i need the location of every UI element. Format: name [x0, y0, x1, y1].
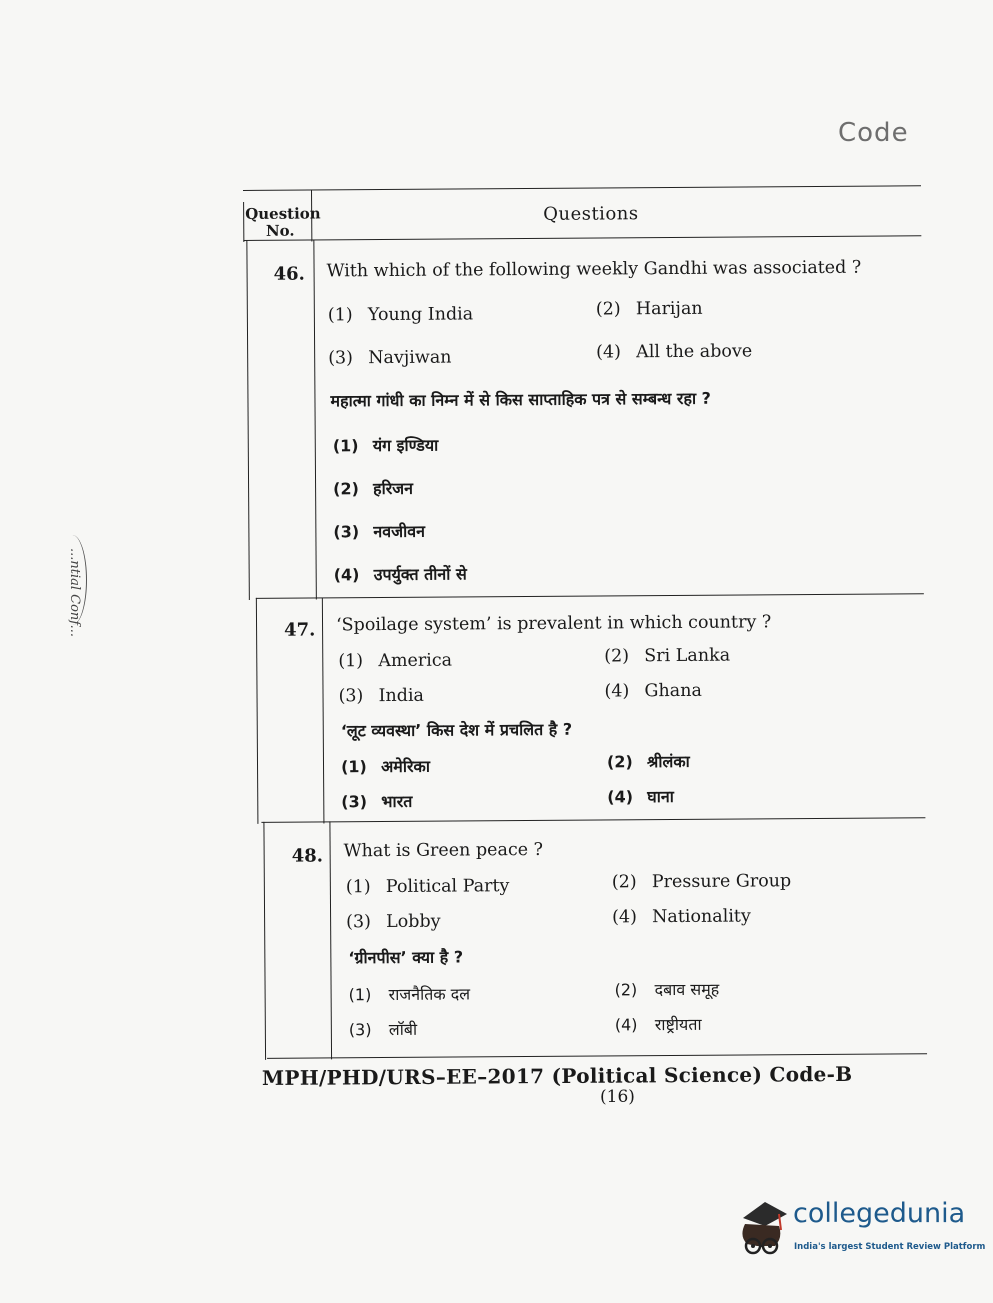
- q47-option-3: (3) India: [338, 685, 425, 707]
- q47-option-4: (4) Ghana: [604, 680, 702, 702]
- table-top-border: [243, 185, 921, 191]
- mascot-icon: [735, 1196, 793, 1258]
- question-table: [243, 185, 927, 1066]
- header-bottom-border: [243, 235, 921, 241]
- question-46-hindi-text: महात्मा गांधी का निम्न में से किस साप्ताहिक पत्र से सम्बन्ध रहा ?: [330, 388, 712, 411]
- q47-hindi-option-1: (1) अमेरिका: [340, 756, 431, 777]
- q48-option-4: (4) Nationality: [612, 906, 751, 928]
- logo-wordmark: collegedunia: [793, 1198, 966, 1229]
- collegedunia-logo: [735, 1196, 986, 1266]
- header-questions: Questions: [543, 203, 639, 225]
- question-46-number: 46.: [273, 263, 305, 285]
- q46-hindi-option-1: (1) यंग इण्डिया: [332, 435, 439, 456]
- q46-hindi-option-2: (2) हरिजन: [333, 478, 414, 499]
- question-48-text: What is Green peace ?: [343, 839, 544, 862]
- q48-option-2: (2) Pressure Group: [611, 871, 792, 893]
- q47-hindi-option-2: (2) श्रीलंका: [606, 751, 690, 772]
- q46-option-3: (3) Navjiwan: [328, 347, 452, 369]
- left-border-q46: [246, 240, 250, 600]
- q47-hindi-option-3: (3) भारत: [341, 791, 413, 812]
- q46-hindi-option-4: (4) उपर्युक्त तीनों से: [333, 564, 467, 585]
- q48-hindi-option-1: (1) राजनैतिक दल: [348, 984, 471, 1005]
- question-47-hindi-text: ‘लूट व्यवस्था’ किस देश में प्रचलित है ?: [340, 719, 573, 741]
- row-divider-47-48: [261, 817, 925, 823]
- logo-tagline: India's largest Student Review Platform: [794, 1242, 986, 1252]
- question-47-text: ‘Spoilage system’ is prevalent in which country ?: [335, 612, 772, 636]
- q48-hindi-option-4: (4) राष्ट्रीयता: [614, 1014, 702, 1035]
- question-47-number: 47.: [284, 619, 316, 641]
- col-divider-q48: [329, 821, 332, 1059]
- q48-hindi-option-2: (2) दबाव समूह: [614, 979, 720, 1000]
- q46-option-2: (2) Harijan: [595, 298, 703, 320]
- code-label: Code: [838, 118, 909, 148]
- q48-option-1: (1) Political Party: [345, 876, 510, 898]
- header-question-no: Question No.: [245, 204, 321, 240]
- question-48-number: 48.: [291, 845, 324, 867]
- left-border-q47: [256, 598, 259, 824]
- q46-hindi-option-3: (3) नवजीवन: [333, 521, 426, 542]
- q46-option-1: (1) Young India: [327, 304, 474, 326]
- row-divider-46-47: [256, 593, 924, 599]
- side-stamp-text: ...ntial Conf...: [67, 547, 83, 638]
- left-border-q48: [263, 822, 266, 1060]
- question-46-text: With which of the following weekly Gandhi was associated ?: [326, 257, 862, 282]
- q48-option-3: (3) Lobby: [346, 911, 441, 933]
- q47-option-1: (1) America: [338, 650, 453, 672]
- q48-hindi-option-3: (3) लॉबी: [348, 1019, 418, 1040]
- q46-option-4: (4) All the above: [596, 341, 753, 363]
- table-bottom-border: [267, 1053, 927, 1059]
- col-divider-q46: [313, 240, 317, 600]
- question-48-hindi-text: ‘ग्रीनपीस’ क्या है ?: [348, 947, 464, 968]
- q47-option-2: (2) Sri Lanka: [604, 645, 731, 667]
- q47-hindi-option-4: (4) घाना: [607, 787, 674, 807]
- col-divider-q47: [322, 597, 325, 823]
- footer-title: MPH/PHD/URS–EE–2017 (Political Science) Code-B: [261, 1061, 853, 1091]
- page-number: (16): [600, 1087, 635, 1107]
